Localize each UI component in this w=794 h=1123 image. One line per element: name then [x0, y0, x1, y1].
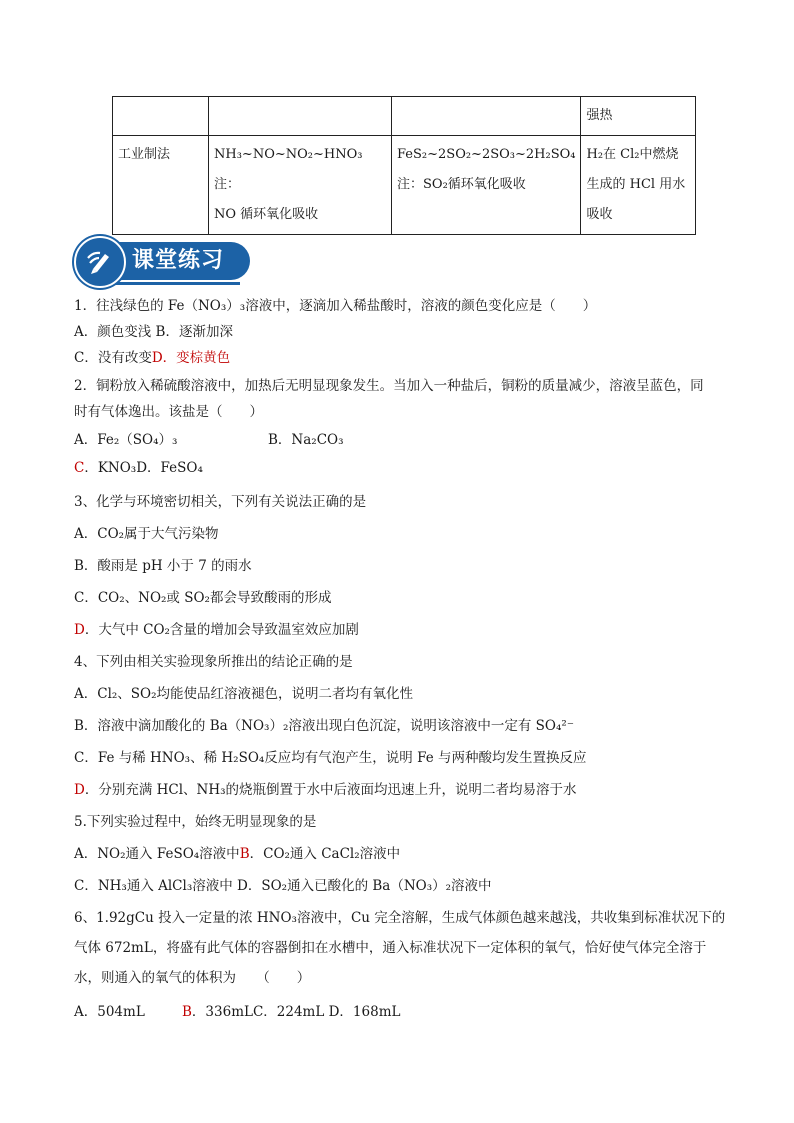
q2-option-c-d: ．KNO₃D．FeSO₄ — [84, 460, 203, 476]
table-cell — [392, 97, 581, 136]
q3-stem: 3、化学与环境密切相关，下列有关说法正确的是 — [74, 494, 367, 510]
q3-option-c: C．CO₂、NO₂或 SO₂都会导致酸雨的形成 — [74, 590, 332, 606]
q3-option-b: B．酸雨是 pH 小于 7 的雨水 — [74, 558, 252, 574]
q1-stem: 1．往浅绿色的 Fe（NO₃）₃溶液中，逐滴加入稀盐酸时，溶液的颜色变化应是（ ） — [74, 298, 597, 314]
q4-option-a: A．Cl₂、SO₂均能使品红溶液褪色，说明二者均有氧化性 — [74, 686, 414, 702]
q6-stem-3: 水，则通入的氧气的体积为 （ ） — [74, 970, 311, 986]
comparison-table — [112, 96, 696, 235]
nitric-process: NH₃~NO~NO₂~HNO₃注： — [214, 147, 363, 192]
q2-stem-1: 2．铜粉放入稀硫酸溶液中，加热后无明显现象发生。当加入一种盐后，铜粉的质量减少，溶液呈蓝色，同 — [74, 378, 704, 394]
q4-option-b: B．溶液中滴加酸化的 Ba（NO₃）₂溶液出现白色沉淀，说明该溶液中一定有 SO₄²⁻ — [74, 718, 574, 734]
table-cell-sulfuric — [392, 136, 581, 235]
table-cell — [113, 97, 209, 136]
q5-stem: 5.下列实验过程中，始终无明显现象的是 — [74, 814, 317, 830]
q6-stem-2: 气体 672mL，将盛有此气体的容器倒扣在水槽中，通入标准状况下一定体积的氧气，恰好使气体完全溶于 — [74, 940, 707, 956]
table-cell: 强热 — [581, 97, 696, 136]
q2-option-b: B．Na₂CO₃ — [268, 432, 344, 448]
q4-option-d — [74, 778, 577, 798]
table-cell-hcl: H₂在 Cl₂中燃烧生成的 HCl 用水吸收 — [581, 136, 696, 235]
q6-answer-b: B — [182, 1004, 192, 1020]
q3-option-a: A．CO₂属于大气污染物 — [74, 526, 219, 542]
q6-option-a: A．504mL — [74, 1004, 145, 1020]
sulfuric-note: 注：SO₂循环氧化吸收 — [397, 177, 526, 192]
q6-options-bcd — [182, 1000, 400, 1020]
q6-stem-1: 6、1.92gCu 投入一定量的浓 HNO₃溶液中，Cu 完全溶解，生成气体颜色越来越浅，共收集到标准状况下的 — [74, 910, 726, 926]
q3-option-d-text: ．大气中 CO₂含量的增加会导致温室效应加剧 — [84, 622, 359, 638]
q4-stem: 4、下列由相关实验现象所推出的结论正确的是 — [74, 654, 353, 670]
q1-options-ab: A．颜色变浅 B．逐渐加深 — [74, 324, 233, 340]
pencil-icon — [74, 236, 126, 288]
section-title: 课堂练习 — [132, 248, 225, 273]
q5-option-b-text: ．CO₂通入 CaCl₂溶液中 — [249, 846, 401, 862]
q2-options-cd — [74, 456, 203, 476]
row-label-industrial: 工业制法 — [113, 136, 209, 235]
q2-answer-c: C — [74, 460, 85, 476]
q4-option-c: C．Fe 与稀 HNO₃、稀 H₂SO₄反应均有气泡产生，说明 Fe 与两种酸均发生置换反应 — [74, 750, 587, 766]
q5-answer-b: B — [239, 846, 250, 862]
q4-option-d-text: ．分别充满 HCl、NH₃的烧瓶倒置于水中后液面均迅速上升，说明二者均易溶于水 — [84, 782, 577, 798]
q2-stem-2: 时有气体逸出。该盐是（ ） — [74, 404, 263, 420]
q6-option-b-text: ．336mLC．224mL D．168mL — [191, 1004, 401, 1020]
section-banner — [74, 236, 250, 286]
q3-answer-d: D — [74, 622, 85, 638]
q3-option-d — [74, 618, 359, 638]
nitric-note: NO 循环氧化吸收 — [214, 207, 319, 222]
banner-underline — [100, 282, 240, 285]
q5-options-ab — [74, 842, 400, 862]
q1-option-c: C．没有改变 — [74, 350, 152, 366]
q1-options-cd — [74, 346, 230, 366]
q5-option-a: A．NO₂通入 FeSO₄溶液中 — [74, 846, 240, 862]
q4-answer-d: D — [74, 782, 85, 798]
table-cell — [209, 97, 392, 136]
table-row — [113, 97, 696, 136]
sulfuric-process: FeS₂~2SO₂~2SO₃~2H₂SO₄ — [397, 147, 576, 162]
table-cell-nitric — [209, 136, 392, 235]
q2-option-a: A．Fe₂（SO₄）₃ — [74, 432, 178, 448]
q1-answer-d: D．变棕黄色 — [151, 350, 231, 366]
q5-options-cd: C．NH₃通入 AlCl₃溶液中 D．SO₂通入已酸化的 Ba（NO₃）₂溶液中 — [74, 878, 492, 894]
table-row — [113, 136, 696, 235]
